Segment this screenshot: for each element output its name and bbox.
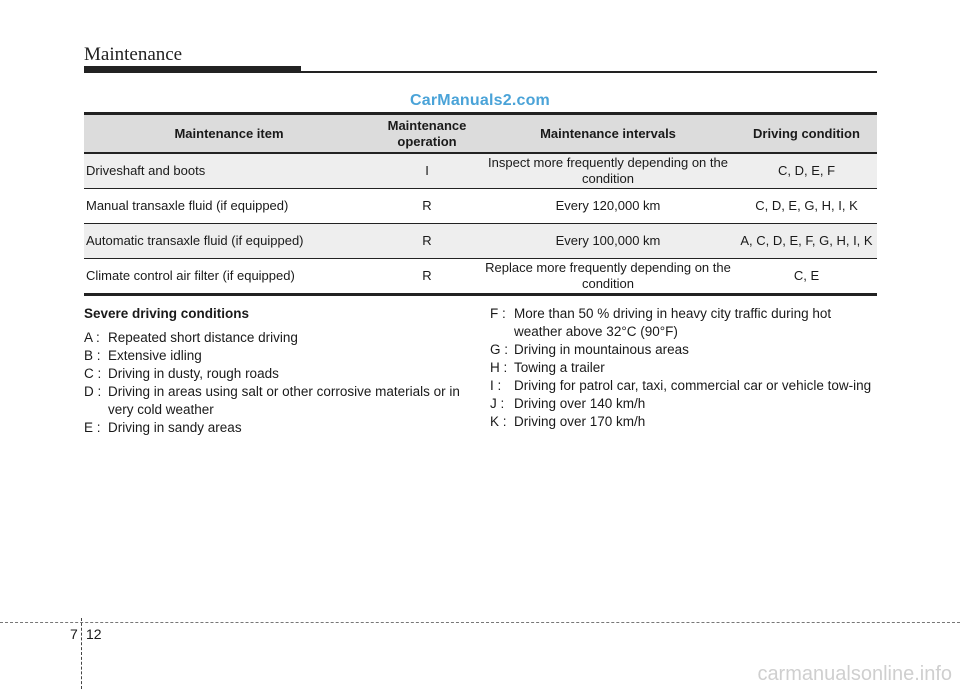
condition-item <box>490 413 880 431</box>
cell-condition: A, C, D, E, F, G, H, I, K <box>736 224 877 259</box>
condition-letter: F : <box>490 306 506 321</box>
table-row <box>84 189 877 224</box>
cell-condition: C, E <box>736 259 877 295</box>
condition-text: Driving in sandy areas <box>108 420 242 435</box>
condition-letter: I : <box>490 378 502 393</box>
cell-operation: I <box>374 153 480 189</box>
condition-text: Driving over 170 km/h <box>514 414 646 429</box>
watermark-link[interactable]: CarManuals2.com <box>410 92 550 109</box>
condition-letter: K : <box>490 414 507 429</box>
severe-conditions-left <box>84 305 464 437</box>
condition-text: More than 50 % driving in heavy city traffic during hot weather above 32°C (90°F) <box>514 306 832 339</box>
condition-item <box>490 305 880 341</box>
header-maintenance-operation: Maintenance operation <box>374 114 480 154</box>
condition-letter: B : <box>84 348 101 363</box>
condition-text: Driving in mountainous areas <box>514 342 689 357</box>
condition-text: Driving over 140 km/h <box>514 396 646 411</box>
cell-operation: R <box>374 189 480 224</box>
cell-condition: C, D, E, G, H, I, K <box>736 189 877 224</box>
header-rule-thin <box>301 71 877 73</box>
condition-text: Towing a trailer <box>514 360 605 375</box>
condition-letter: D : <box>84 384 102 399</box>
site-watermark: carmanualsonline.info <box>757 663 952 685</box>
maintenance-table <box>84 112 877 296</box>
cell-item: Climate control air filter (if equipped) <box>84 259 374 295</box>
footer-divider-horizontal <box>0 622 960 623</box>
table-row <box>84 153 877 189</box>
header-maintenance-item: Maintenance item <box>84 114 374 154</box>
cell-operation: R <box>374 224 480 259</box>
severe-conditions-heading: Severe driving conditions <box>84 306 250 321</box>
cell-condition: C, D, E, F <box>736 153 877 189</box>
table-header-row <box>84 114 877 154</box>
condition-text: Extensive idling <box>108 348 202 363</box>
table-row <box>84 224 877 259</box>
condition-item <box>490 341 880 359</box>
cell-interval: Every 100,000 km <box>480 224 736 259</box>
condition-text: Driving in areas using salt or other corrosive materials or in very cold weather <box>108 384 460 417</box>
cell-item: Automatic transaxle fluid (if equipped) <box>84 224 374 259</box>
condition-letter: E : <box>84 420 101 435</box>
condition-item <box>84 347 464 365</box>
condition-item <box>84 365 464 383</box>
footer-divider-vertical <box>81 618 82 689</box>
section-title: Maintenance <box>84 44 183 65</box>
condition-text: Driving in dusty, rough roads <box>108 366 279 381</box>
cell-interval: Replace more frequently depending on the condition <box>480 259 736 295</box>
condition-letter: J : <box>490 396 505 411</box>
condition-item <box>84 329 464 347</box>
chapter-number: 7 <box>70 626 78 642</box>
condition-letter: H : <box>490 360 508 375</box>
cell-operation: R <box>374 259 480 295</box>
condition-letter: G : <box>490 342 509 357</box>
severe-conditions-right <box>490 305 880 431</box>
condition-letter: A : <box>84 330 100 345</box>
header-maintenance-intervals: Maintenance intervals <box>480 114 736 154</box>
condition-item <box>490 395 880 413</box>
header-driving-condition: Driving condition <box>736 114 877 154</box>
condition-item <box>84 383 464 419</box>
cell-interval: Inspect more frequently depending on the condition <box>480 153 736 189</box>
header-rule-thick <box>84 66 301 73</box>
condition-letter: C : <box>84 366 102 381</box>
page-number: 12 <box>86 626 102 642</box>
cell-item: Manual transaxle fluid (if equipped) <box>84 189 374 224</box>
table-row <box>84 259 877 295</box>
condition-text: Driving for patrol car, taxi, commercial car or vehicle tow-ing <box>514 378 872 393</box>
condition-text: Repeated short distance driving <box>108 330 298 345</box>
cell-item: Driveshaft and boots <box>84 153 374 189</box>
condition-item <box>84 419 464 437</box>
condition-item <box>490 359 880 377</box>
cell-interval: Every 120,000 km <box>480 189 736 224</box>
condition-item <box>490 377 880 395</box>
